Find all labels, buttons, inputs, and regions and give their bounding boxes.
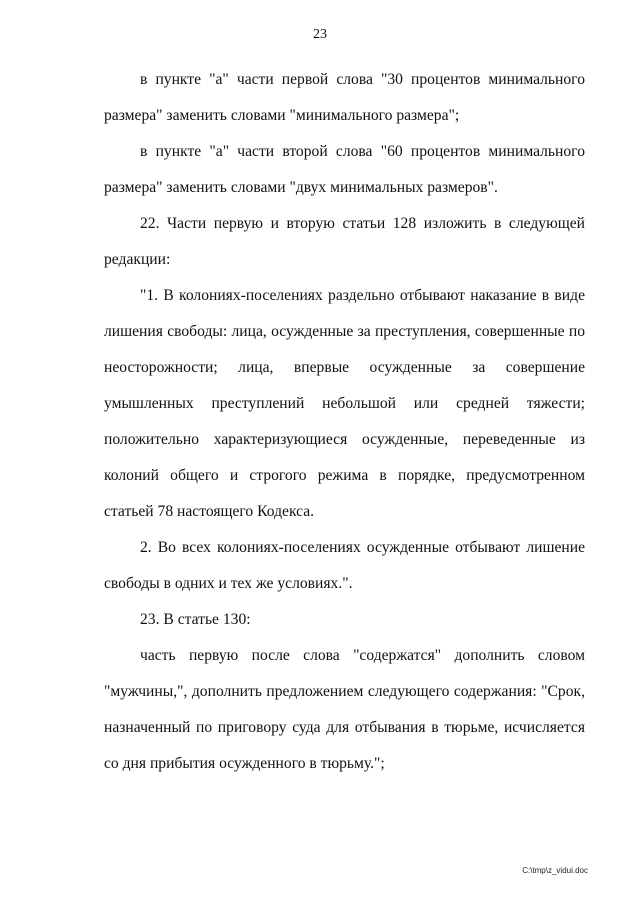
paragraph-1: в пункте "а" части первой слова "30 процентов минимального размера" заменить словами "минимального размера"; [104,71,585,124]
paragraph-7: часть первую после слова "содержатся" дополнить словом "мужчины,", дополнить предложением следующего содержания: "Срок, назначенный по приговору суда для отбывания в тюрьме, исчисляется со дня прибытия осужденного в тюрьму."; [104,647,585,772]
paragraph-4: "1. В колониях-поселениях раздельно отбывают наказание в виде лишения свободы: лица, осужденные за преступления, совершенные по неосторожности; лица, впервые осужденные за совершение умышленных преступлений небольшой или средней тяжести; положительно характеризующиеся осужденные, переведенные из колоний общего и строгого режима в порядке, предусмотренном статьей 78 настоящего Кодекса. [104,287,585,520]
paragraph-3: 22. Части первую и вторую статьи 128 изложить в следующей редакции: [104,215,585,268]
paragraph-5: 2. Во всех колониях-поселениях осужденные отбывают лишение свободы в одних и тех же условиях.". [104,539,585,592]
footer-file-path: C:\tmp\z_vidui.doc [522,866,588,875]
document-body [104,62,585,782]
paragraph-6: 23. В статье 130: [140,611,251,628]
paragraph-2: в пункте "а" части второй слова "60 процентов минимального размера" заменить словами "двух минимальных размеров". [104,143,585,196]
page-number: 23 [313,27,327,42]
